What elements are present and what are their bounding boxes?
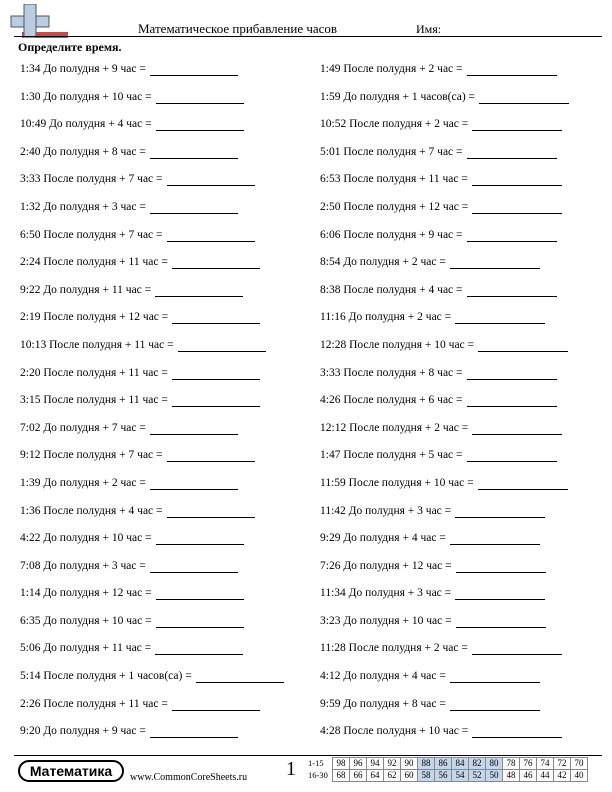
problem-item [320,587,569,615]
answer-blank[interactable] [155,642,243,655]
problem-text: 10:13 После полудня + 11 час = [20,338,174,351]
problem-item [320,118,569,146]
problem-item [20,229,284,257]
answer-blank[interactable] [178,339,266,352]
plus-logo-icon [8,4,70,38]
score-key-cell: 86 [435,758,452,770]
answer-blank[interactable] [156,118,244,131]
problem-item [320,642,569,670]
problem-text: 2:50 После полудня + 12 час = [320,200,469,213]
problem-item [320,367,569,395]
problem-text: 1:32 До полудня + 3 час = [20,200,146,213]
problem-text: 1:14 До полудня + 12 час = [20,587,152,600]
problem-text: 2:26 После полудня + 11 час = [20,697,168,710]
name-label: Имя: [416,22,442,36]
answer-blank[interactable] [450,256,540,269]
answer-blank[interactable] [196,670,284,683]
problem-text: 7:08 До полудня + 3 час = [20,559,146,572]
score-key-cell: 44 [537,770,554,782]
score-key-row [308,758,588,770]
score-key-cell: 48 [503,770,520,782]
answer-blank[interactable] [167,173,255,186]
problem-text: 4:28 После полудня + 10 час = [320,725,469,738]
score-key-row-label: 1-15 [308,758,324,768]
problem-text: 8:54 До полудня + 2 час = [320,256,446,269]
problem-item [20,339,284,367]
answer-blank[interactable] [467,449,557,462]
score-key-cell: 56 [435,770,452,782]
answer-blank[interactable] [150,725,238,738]
problem-item [20,311,284,339]
problem-item [20,91,284,119]
problem-text: 2:19 После полудня + 12 час = [20,311,169,324]
score-key-cell: 70 [571,758,588,770]
problem-text: 9:59 До полудня + 8 час = [320,697,446,710]
problem-text: 11:34 До полудня + 3 час = [320,587,452,600]
answer-blank[interactable] [450,670,540,683]
problem-item [320,670,569,698]
score-key-cell: 94 [367,758,384,770]
problem-item [320,698,569,726]
answer-blank[interactable] [450,698,540,711]
problem-text: 4:22 До полудня + 10 час = [20,532,152,545]
answer-blank[interactable] [478,477,568,490]
problem-text: 4:12 До полудня + 4 час = [320,670,446,683]
answer-blank[interactable] [472,173,562,186]
problem-item [320,173,569,201]
problem-text: 1:30 До полудня + 10 час = [20,90,152,103]
answer-blank[interactable] [455,311,545,324]
problem-item [320,146,569,174]
score-key-cell: 68 [333,770,350,782]
problem-text: 11:16 До полудня + 2 час = [320,311,452,324]
problem-text: 7:02 До полудня + 7 час = [20,421,146,434]
problem-item [320,311,569,339]
problem-text: 6:35 До полудня + 10 час = [20,614,152,627]
problem-text: 2:24 После полудня + 11 час = [20,256,168,269]
problem-item [20,725,284,753]
problem-text: 5:01 После полудня + 7 час = [320,145,463,158]
problem-item [20,587,284,615]
problem-text: 9:12 После полудня + 7 час = [20,449,163,462]
problem-text: 2:20 После полудня + 11 час = [20,366,168,379]
problem-text: 9:20 До полудня + 9 час = [20,725,146,738]
problem-text: 12:12 После полудня + 2 час = [320,421,469,434]
answer-blank[interactable] [172,394,260,407]
problem-item [20,63,284,91]
problem-item [20,394,284,422]
score-key-cell: 66 [350,770,367,782]
problem-item [320,505,569,533]
problem-text: 7:26 До полудня + 12 час = [320,559,452,572]
problem-item [20,284,284,312]
problem-text: 3:33 После полудня + 8 час = [320,366,463,379]
score-key-row-label: 16-30 [308,770,328,780]
problem-item [20,642,284,670]
problem-text: 1:59 До полудня + 1 часов(са) = [320,90,476,103]
problems-right-column [320,63,569,753]
problem-item [320,91,569,119]
problem-item [20,146,284,174]
score-key-cell: 46 [520,770,537,782]
problem-text: 6:06 После полудня + 9 час = [320,228,463,241]
problem-text: 9:22 До полудня + 11 час = [20,283,152,296]
answer-blank[interactable] [156,532,244,545]
answer-blank[interactable] [155,284,243,297]
score-key-table [308,757,588,782]
problem-text: 6:53 После полудня + 11 час = [320,173,468,186]
answer-blank[interactable] [472,118,562,131]
problem-text: 11:42 До полудня + 3 час = [320,504,452,517]
score-key-cell: 42 [554,770,571,782]
header-divider [14,36,602,37]
answer-blank[interactable] [172,367,260,380]
page-number: 1 [286,758,296,780]
problem-text: 3:23 До полудня + 10 час = [320,614,452,627]
score-key-cell: 78 [503,758,520,770]
answer-blank[interactable] [456,560,546,573]
score-key-cell: 40 [571,770,588,782]
footer-divider [14,755,602,756]
problem-item [20,505,284,533]
problem-text: 11:59 После полудня + 10 час = [320,476,474,489]
score-key-cell: 84 [452,758,469,770]
problem-item [20,670,284,698]
problems-left-column [20,63,284,753]
problem-item [20,615,284,643]
answer-blank[interactable] [156,615,244,628]
problem-text: 4:26 После полудня + 6 час = [320,394,463,407]
problem-item [20,201,284,229]
score-key-cell: 54 [452,770,469,782]
answer-blank[interactable] [167,505,255,518]
site-url: www.CommonCoreSheets.ru [130,772,248,783]
score-key-cell: 92 [384,758,401,770]
answer-blank[interactable] [455,505,545,518]
answer-blank[interactable] [150,63,238,76]
problem-text: 1:39 До полудня + 2 час = [20,476,146,489]
problem-item [320,725,569,753]
instructions: Определите время. [18,40,122,54]
problem-item [320,477,569,505]
answer-blank[interactable] [150,201,238,214]
answer-blank[interactable] [467,63,557,76]
problem-text: 1:47 После полудня + 5 час = [320,449,463,462]
answer-blank[interactable] [467,146,557,159]
score-key-cell: 90 [401,758,418,770]
answer-blank[interactable] [472,201,562,214]
score-key-cell: 64 [367,770,384,782]
answer-blank[interactable] [467,394,557,407]
problem-text: 3:15 После полудня + 11 час = [20,394,168,407]
problem-text: 6:50 После полудня + 7 час = [20,228,163,241]
problem-text: 1:36 После полудня + 4 час = [20,504,163,517]
problem-item [20,532,284,560]
problem-item [320,394,569,422]
answer-blank[interactable] [172,256,260,269]
problem-item [320,229,569,257]
problem-item [20,256,284,284]
problem-text: 12:28 После полудня + 10 час = [320,338,475,351]
answer-blank[interactable] [479,91,569,104]
answer-blank[interactable] [156,91,244,104]
problem-item [320,63,569,91]
answer-blank[interactable] [167,449,255,462]
problem-item [20,422,284,450]
score-key-cell: 76 [520,758,537,770]
answer-blank[interactable] [150,146,238,159]
score-key-row [308,770,588,782]
problem-text: 9:29 До полудня + 4 час = [320,532,446,545]
score-key-cell: 50 [486,770,503,782]
answer-blank[interactable] [467,229,557,242]
problem-item [20,477,284,505]
problem-item [320,256,569,284]
problem-item [320,284,569,312]
problem-text: 10:49 До полудня + 4 час = [20,118,152,131]
problem-text: 5:06 До полудня + 11 час = [20,642,152,655]
page-title: Математическое прибавление часов [138,21,338,36]
answer-blank[interactable] [456,615,546,628]
problem-item [320,615,569,643]
score-key-cell: 74 [537,758,554,770]
problem-item [320,339,569,367]
problem-item [320,532,569,560]
problem-text: 3:33 После полудня + 7 час = [20,173,163,186]
answer-blank[interactable] [167,229,255,242]
answer-blank[interactable] [172,698,260,711]
answer-blank[interactable] [150,477,238,490]
answer-blank[interactable] [472,422,562,435]
answer-blank[interactable] [450,532,540,545]
score-key-cell: 62 [384,770,401,782]
problem-text: 2:40 До полудня + 8 час = [20,145,146,158]
score-key-cell: 88 [418,758,435,770]
problem-item [20,449,284,477]
answer-blank[interactable] [150,560,238,573]
problem-item [320,422,569,450]
problem-item [20,560,284,588]
answer-blank[interactable] [467,284,557,297]
problem-item [320,449,569,477]
score-key-cell: 96 [350,758,367,770]
answer-blank[interactable] [455,587,545,600]
answer-blank[interactable] [472,642,562,655]
answer-blank[interactable] [150,422,238,435]
brand-badge: Математика [18,760,124,782]
problem-text: 1:34 До полудня + 9 час = [20,63,146,75]
score-key-cell: 58 [418,770,435,782]
problem-item [20,698,284,726]
answer-blank[interactable] [467,367,557,380]
problem-text: 1:49 После полудня + 2 час = [320,63,463,75]
answer-blank[interactable] [156,587,244,600]
problem-text: 10:52 После полудня + 2 час = [320,118,469,131]
answer-blank[interactable] [472,725,562,738]
score-key-cell: 98 [333,758,350,770]
problem-text: 8:38 После полудня + 4 час = [320,283,463,296]
score-key-cell: 82 [469,758,486,770]
answer-blank[interactable] [172,311,260,324]
score-key-cell: 80 [486,758,503,770]
score-key-cell: 52 [469,770,486,782]
problem-item [320,201,569,229]
problem-item [20,118,284,146]
score-key-cell: 72 [554,758,571,770]
problem-item [20,173,284,201]
problem-item [20,367,284,395]
answer-blank[interactable] [478,339,568,352]
problem-text: 5:14 После полудня + 1 часов(са) = [20,670,192,683]
problem-item [320,560,569,588]
score-key-cell: 60 [401,770,418,782]
problem-text: 11:28 После полудня + 2 час = [320,642,468,655]
